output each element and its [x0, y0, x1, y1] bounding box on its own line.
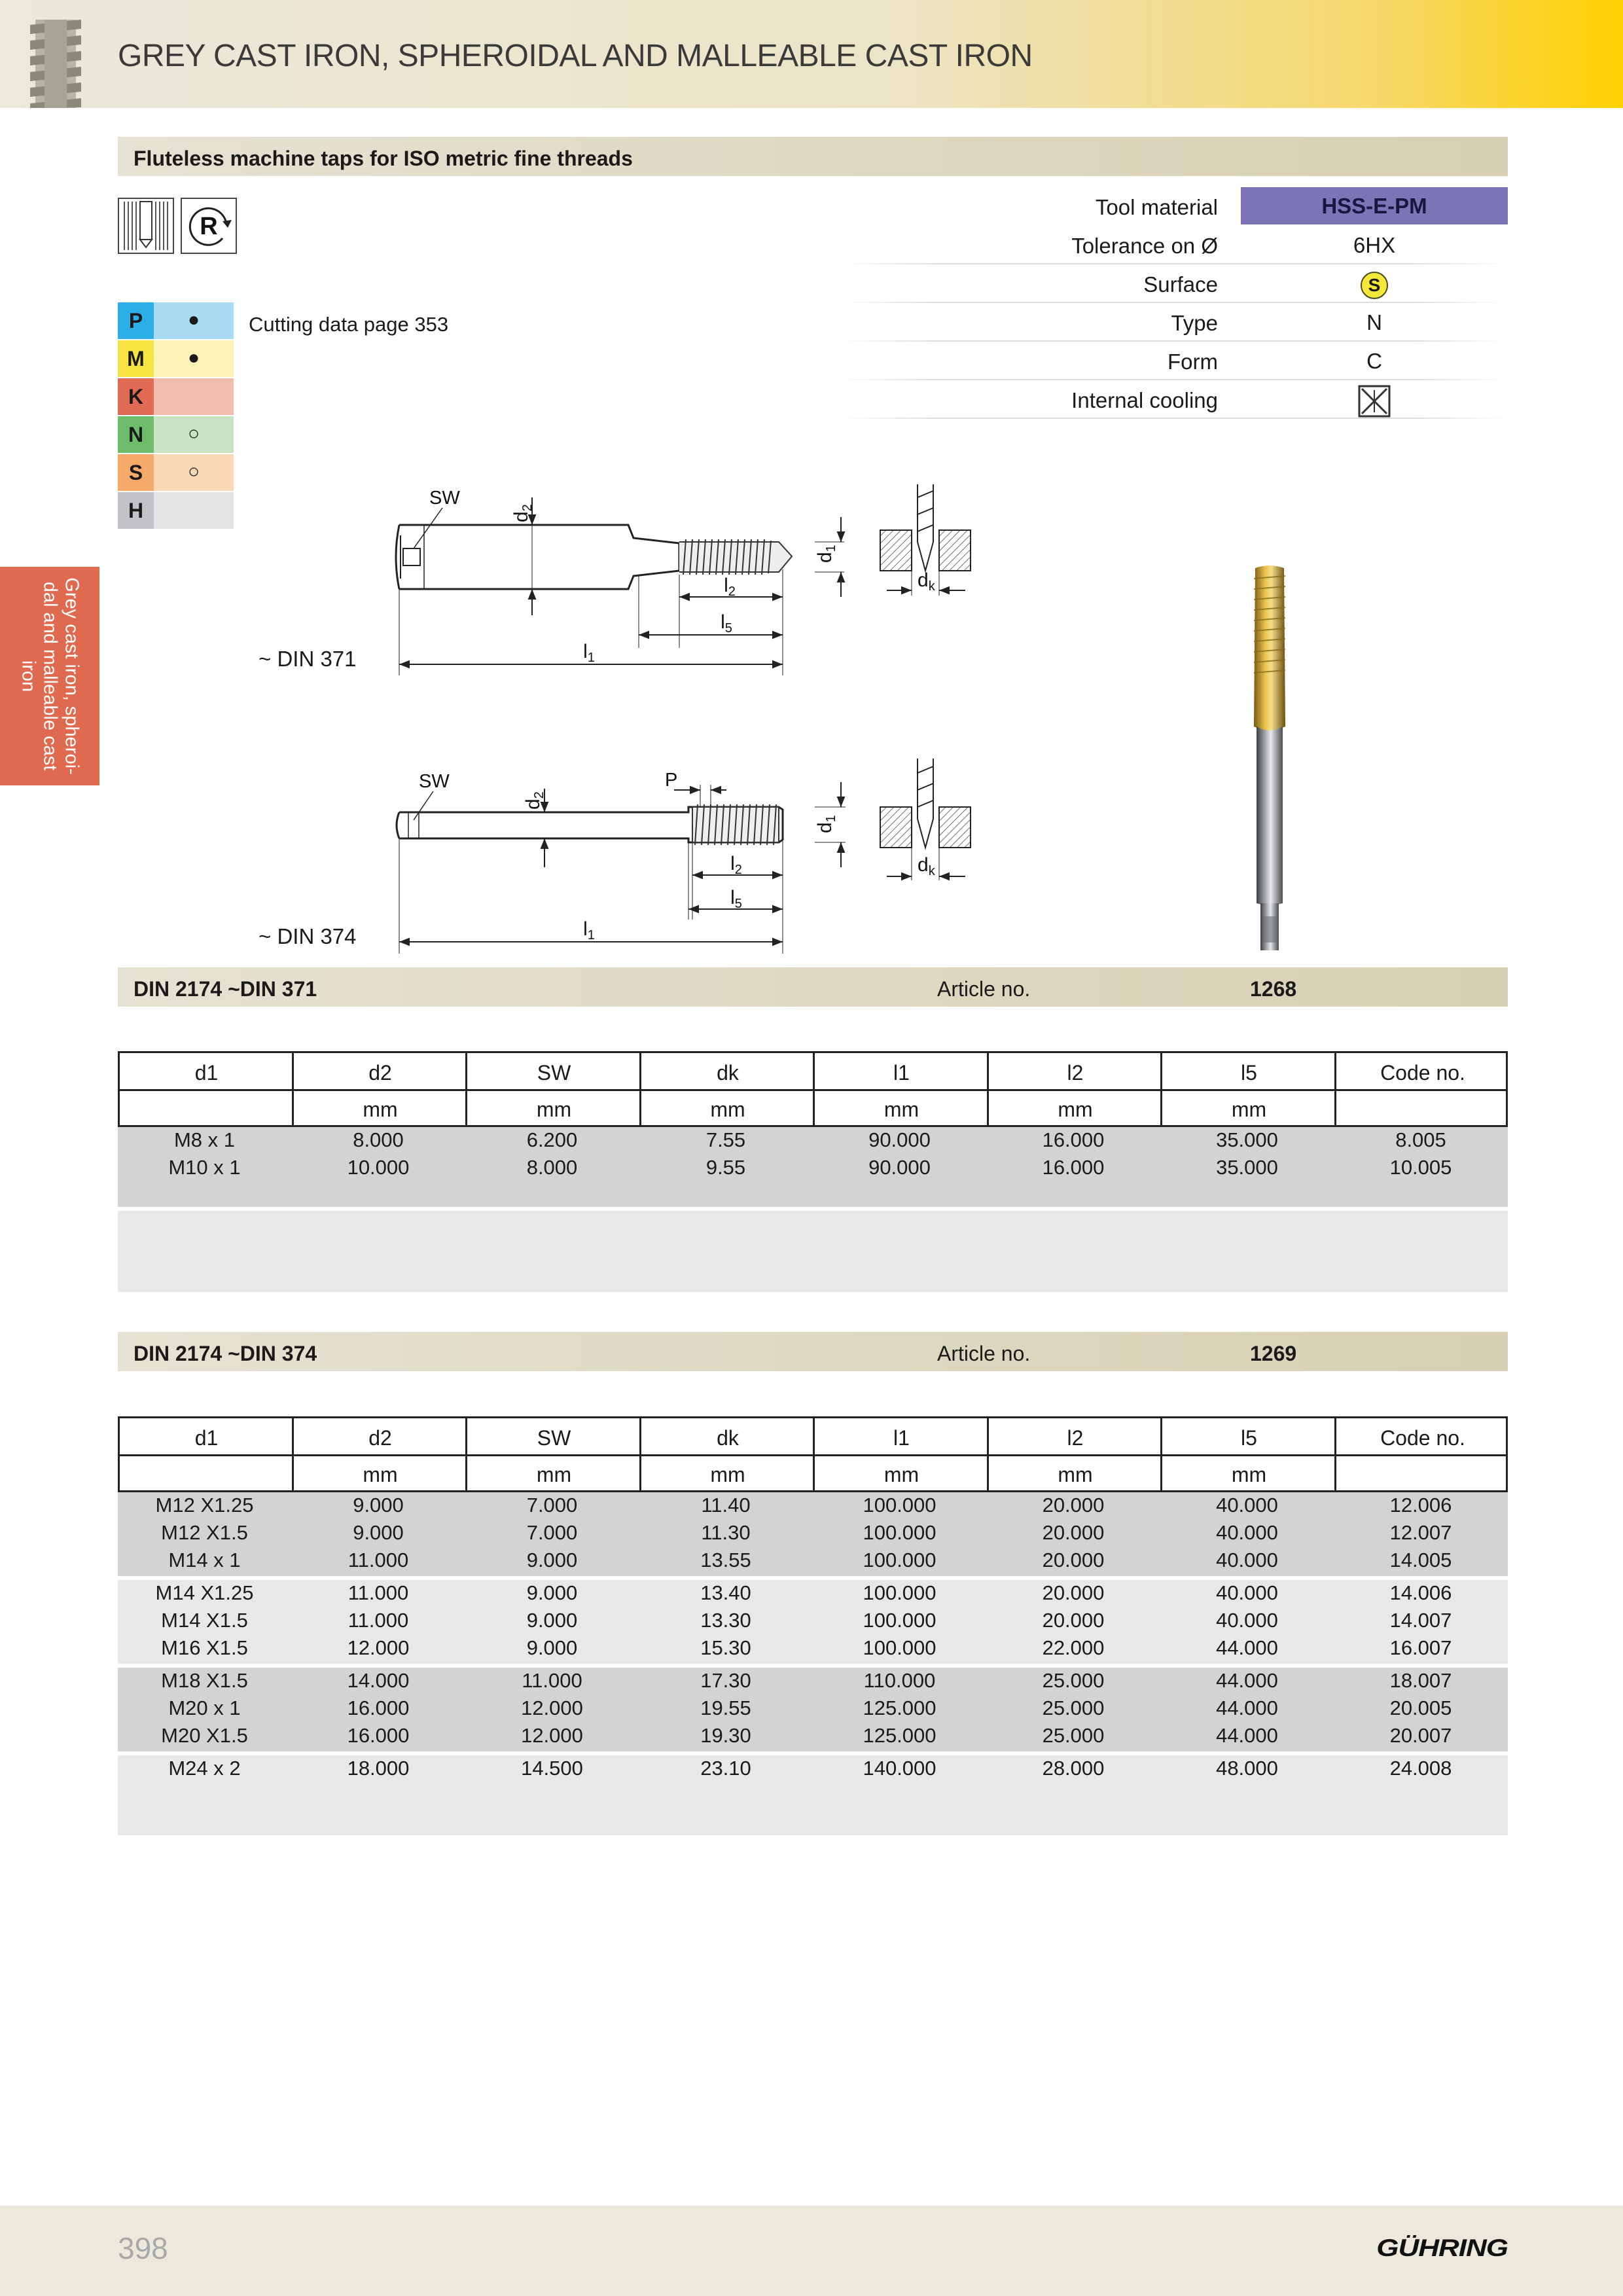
table-row [118, 1127, 1508, 1155]
svg-text:l5: $l_5$ [721, 611, 732, 636]
table-cell: 100.000 [863, 1609, 936, 1632]
table-cell: 16.000 [347, 1696, 410, 1719]
svg-text:dk: $d_k$ [918, 569, 935, 594]
table-cell: 40.000 [1216, 1609, 1278, 1632]
d2-dim-label: d [522, 798, 544, 810]
table-cell: 40.000 [1216, 1581, 1278, 1604]
forming-tap-product-image [1224, 563, 1315, 956]
table-cell: 16.007 [1389, 1636, 1452, 1659]
svg-text:d1: $d_1$ [814, 545, 838, 563]
row-group [118, 1755, 1508, 1835]
table-cell: 11.40 [701, 1494, 751, 1516]
property-row [841, 226, 1508, 264]
l1-dim-label: l [583, 641, 588, 662]
article-standard: DIN 2174 ~DIN 374 [134, 1342, 317, 1365]
material-group-letter: H [118, 492, 154, 529]
property-label: Tolerance on Ø [1071, 234, 1218, 258]
table-cell: 100.000 [863, 1494, 936, 1516]
column-header: l5 [1241, 1426, 1257, 1450]
table-header [118, 1051, 1508, 1127]
table-cell: M14 X1.25 [155, 1581, 254, 1604]
table-cell: 23.10 [700, 1757, 751, 1780]
property-value: N [1366, 310, 1382, 334]
column-header: Code no. [1380, 1426, 1465, 1450]
table-cell: 9.000 [526, 1549, 578, 1571]
row-group [118, 1668, 1508, 1751]
suitability-mark [154, 492, 234, 529]
column-header: d1 [194, 1426, 219, 1450]
material-group-letter: S [118, 454, 154, 491]
article-bar-1269 [118, 1332, 1508, 1371]
svg-text:R: R [200, 213, 218, 240]
table-row [118, 1723, 1508, 1750]
table-cell: 14.006 [1389, 1581, 1452, 1604]
svg-text:d2: $d_2$ [522, 791, 546, 810]
table-cell: 11.30 [701, 1521, 751, 1544]
table-cell: 8.005 [1395, 1128, 1446, 1151]
page-footer [0, 2206, 1623, 2296]
svg-text:l1: $l_1$ [583, 641, 595, 665]
property-value: 6HX [1353, 233, 1396, 257]
table-cell: 90.000 [868, 1128, 931, 1151]
table-row [118, 1580, 1508, 1607]
property-label: Type [1171, 311, 1218, 335]
no-internal-cooling-icon [1358, 385, 1391, 418]
material-row-n [118, 416, 234, 453]
svg-text:d2: $d_2$ [510, 504, 535, 522]
table-cell: 9.000 [526, 1609, 578, 1632]
table-cell: 15.30 [700, 1636, 751, 1659]
material-group-letter: K [118, 378, 154, 415]
table-cell: 9.55 [705, 1156, 746, 1179]
table-cell: 14.007 [1389, 1609, 1452, 1632]
table-row [118, 1492, 1508, 1520]
l2-dim-label: l [730, 853, 735, 874]
table-row [118, 1155, 1508, 1182]
table-cell: 35.000 [1216, 1156, 1278, 1179]
table-cell: M18 X1.5 [161, 1669, 248, 1692]
table-cell: 28.000 [1042, 1757, 1105, 1780]
column-header: l2 [1067, 1426, 1084, 1450]
column-header: d1 [194, 1061, 219, 1085]
p-dim-label: P [665, 770, 678, 791]
page-title: GREY CAST IRON, SPHEROIDAL AND MALLEABLE CAST IRON [118, 39, 1033, 73]
guehring-brand-logo: GÜHRING [1376, 2234, 1508, 2262]
surface-coating-badge-icon: S [1361, 272, 1388, 299]
property-row [841, 303, 1508, 342]
table-cell: 40.000 [1216, 1549, 1278, 1571]
table-cell: 9.000 [526, 1581, 578, 1604]
table-cell: M10 x 1 [168, 1156, 241, 1179]
column-unit: mm [883, 1098, 919, 1121]
row-group [118, 1580, 1508, 1664]
property-label: Internal cooling [1071, 388, 1218, 412]
table-cell: 10.005 [1389, 1156, 1452, 1179]
property-row [841, 187, 1508, 226]
table-cell: 11.000 [348, 1549, 409, 1571]
column-header: l5 [1241, 1061, 1257, 1085]
table-cell: 12.000 [347, 1636, 410, 1659]
table-cell: 110.000 [863, 1669, 936, 1692]
table-cell: 7.000 [526, 1521, 578, 1544]
property-row [841, 380, 1508, 419]
side-tab-label: Grey cast iron, spheroi- dal and malleable cast iron [18, 577, 82, 775]
column-unit: mm [1231, 1098, 1267, 1121]
property-row [841, 342, 1508, 380]
column-header: d2 [368, 1426, 392, 1450]
section-title: Fluteless machine taps for ISO metric fine threads [134, 147, 633, 170]
svg-text:dk: $d_k$ [918, 854, 935, 878]
table-cell: 20.000 [1042, 1609, 1105, 1632]
table-cell: 44.000 [1216, 1669, 1278, 1692]
table-row [118, 1635, 1508, 1662]
table-cell: 7.55 [705, 1128, 746, 1151]
right-hand-rotation-icon [181, 198, 237, 254]
column-header: dk [717, 1426, 739, 1450]
d1-dim-label: d [814, 552, 836, 563]
table-cell: 140.000 [863, 1757, 936, 1780]
material-row-m [118, 340, 234, 377]
table-cell: M16 X1.5 [161, 1636, 248, 1659]
chapter-side-tab [0, 567, 99, 785]
sw-dim-label: SW [429, 488, 460, 509]
table-cell: 100.000 [863, 1636, 936, 1659]
table-cell: 20.000 [1042, 1521, 1105, 1544]
table-cell: 11.000 [348, 1609, 409, 1632]
table-cell: 125.000 [863, 1724, 936, 1747]
svg-text:l2: $l_2$ [724, 575, 736, 599]
column-unit: mm [1231, 1463, 1267, 1486]
dk-dim-label: d [918, 854, 929, 876]
sw-dim-label: SW [419, 771, 450, 792]
l5-dim-label: l [721, 611, 725, 633]
table-cell: 35.000 [1216, 1128, 1278, 1151]
material-group-letter: M [118, 340, 154, 377]
table-cell: 10.000 [347, 1156, 410, 1179]
dk-dim-label: d [918, 569, 929, 591]
property-value [1241, 264, 1508, 303]
svg-text:l5: $l_5$ [730, 887, 742, 911]
l2-dim-label: l [724, 575, 728, 596]
table-cell: 12.000 [521, 1696, 583, 1719]
table-cell: 17.30 [700, 1669, 751, 1692]
row-group [118, 1211, 1508, 1292]
material-row-k [118, 378, 234, 415]
table-cell: 14.005 [1389, 1549, 1452, 1571]
column-header: SW [537, 1061, 571, 1085]
table-cell: 6.200 [526, 1128, 578, 1151]
din371-technical-drawing [249, 471, 995, 687]
table-cell: 8.000 [526, 1156, 578, 1179]
article-standard: DIN 2174 ~DIN 371 [134, 977, 317, 1001]
table-cell: 19.30 [700, 1724, 751, 1747]
cutting-data-reference: Cutting data page 353 [249, 313, 449, 336]
table-row [118, 1520, 1508, 1547]
table-cell: 9.000 [353, 1521, 404, 1544]
table-cell: 100.000 [863, 1581, 936, 1604]
table-cell: 22.000 [1042, 1636, 1105, 1659]
material-group-letter: N [118, 416, 154, 453]
table-cell: 13.40 [700, 1581, 751, 1604]
column-header: SW [537, 1426, 571, 1450]
table-cell: 44.000 [1216, 1724, 1278, 1747]
property-row [841, 264, 1508, 303]
column-unit: mm [710, 1098, 745, 1121]
column-unit: mm [1058, 1463, 1093, 1486]
article-label: Article no. [937, 977, 1031, 1001]
svg-text:l1: $l_1$ [583, 918, 595, 942]
material-group-letter: P [118, 302, 154, 339]
page-number: 398 [118, 2231, 168, 2265]
table-cell: 25.000 [1042, 1724, 1105, 1747]
table-cell: 13.30 [700, 1609, 751, 1632]
table-cell: M14 x 1 [168, 1549, 241, 1571]
row-divider [841, 418, 1508, 419]
table-cell: 11.000 [348, 1581, 409, 1604]
suitability-mark: ○ [154, 416, 234, 453]
table-cell: 20.005 [1389, 1696, 1452, 1719]
column-unit: mm [1058, 1098, 1093, 1121]
column-header: d2 [368, 1061, 392, 1085]
table-cell: 8.000 [353, 1128, 404, 1151]
svg-text:d1: $d_1$ [814, 815, 838, 833]
table-cell: 7.000 [526, 1494, 578, 1516]
column-header: l2 [1067, 1061, 1084, 1085]
column-unit: mm [536, 1098, 572, 1121]
table-cell: 16.000 [347, 1724, 410, 1747]
column-unit: mm [883, 1463, 919, 1486]
table-cell: 16.000 [1042, 1128, 1105, 1151]
table-row [118, 1547, 1508, 1575]
table-row [118, 1607, 1508, 1635]
table-cell: 12.000 [521, 1724, 583, 1747]
table-cell: 14.000 [347, 1669, 410, 1692]
table-cell: 25.000 [1042, 1669, 1105, 1692]
table-cell: 40.000 [1216, 1494, 1278, 1516]
table-cell: M12 X1.5 [161, 1521, 248, 1544]
column-unit: mm [710, 1463, 745, 1486]
table-cell: 20.000 [1042, 1581, 1105, 1604]
table-cell: 11.000 [522, 1669, 582, 1692]
table-cell: 19.55 [700, 1696, 751, 1719]
table-cell: M12 X1.25 [155, 1494, 254, 1516]
svg-text:l2: $l_2$ [730, 853, 742, 877]
table-cell: 125.000 [863, 1696, 936, 1719]
material-row-p [118, 302, 234, 339]
table-cell: 40.000 [1216, 1521, 1278, 1544]
d1-dim-label: d [814, 822, 836, 833]
material-row-h [118, 492, 234, 529]
table-cell: M20 X1.5 [161, 1724, 248, 1747]
table-cell: 48.000 [1216, 1757, 1278, 1780]
table-cell: M20 x 1 [168, 1696, 241, 1719]
article-number: 1269 [1250, 1342, 1297, 1365]
table-cell: 13.55 [700, 1549, 751, 1571]
table-cell: 16.000 [1042, 1156, 1105, 1179]
property-value: HSS-E-PM [1241, 187, 1508, 224]
l1-dim-label: l [583, 918, 588, 940]
table-cell: 44.000 [1216, 1636, 1278, 1659]
table-cell: 9.000 [353, 1494, 404, 1516]
table-cell: 20.007 [1389, 1724, 1452, 1747]
property-value [1241, 380, 1508, 419]
din371-label: ~ DIN 371 [259, 647, 357, 671]
table-cell: 24.008 [1389, 1757, 1452, 1780]
property-label: Tool material [1095, 195, 1218, 219]
table-cell: 9.000 [526, 1636, 578, 1659]
table-cell: 20.000 [1042, 1494, 1105, 1516]
column-header: l1 [893, 1061, 910, 1085]
suitability-mark: ● [154, 302, 234, 339]
table-cell: 90.000 [868, 1156, 931, 1179]
table-cell: 100.000 [863, 1521, 936, 1544]
table-row [118, 1695, 1508, 1723]
suitability-mark [154, 378, 234, 415]
property-value: C [1366, 349, 1382, 373]
table-row [118, 1755, 1508, 1783]
column-unit: mm [363, 1463, 398, 1486]
table-cell: 18.000 [347, 1757, 410, 1780]
section-title-bar [118, 137, 1508, 176]
column-header: dk [717, 1061, 739, 1085]
page-header [0, 0, 1623, 108]
column-unit: mm [363, 1098, 398, 1121]
table-cell: 25.000 [1042, 1696, 1105, 1719]
row-group [118, 1127, 1508, 1207]
table-cell: 20.000 [1042, 1549, 1105, 1571]
table-row [118, 1668, 1508, 1695]
article-label: Article no. [937, 1342, 1031, 1365]
article-number: 1268 [1250, 977, 1297, 1001]
table-cell: 12.006 [1389, 1494, 1452, 1516]
fluteless-tap-icon [118, 198, 174, 254]
suitability-mark: ○ [154, 454, 234, 491]
din374-label: ~ DIN 374 [259, 924, 357, 948]
table-cell: M8 x 1 [173, 1128, 236, 1151]
material-row-s [118, 454, 234, 491]
property-label: Form [1168, 350, 1218, 374]
suitability-mark: ● [154, 340, 234, 377]
table-cell: M24 x 2 [168, 1757, 241, 1780]
column-unit: mm [536, 1463, 572, 1486]
din374-technical-drawing [249, 756, 995, 972]
l5-dim-label: l [730, 887, 735, 908]
d2-dim-label: d [510, 511, 532, 522]
table-cell: 100.000 [863, 1549, 936, 1571]
column-header: Code no. [1380, 1061, 1465, 1085]
column-header: l1 [893, 1426, 910, 1450]
table-cell: 14.500 [521, 1757, 583, 1780]
row-group [118, 1492, 1508, 1576]
table-header [118, 1416, 1508, 1492]
table-cell: 18.007 [1389, 1669, 1452, 1692]
table-cell: M14 X1.5 [161, 1609, 248, 1632]
table-cell: 12.007 [1389, 1521, 1452, 1544]
thread-tap-logo-icon [18, 20, 94, 108]
article-bar-1268 [118, 967, 1508, 1007]
table-cell: 44.000 [1216, 1696, 1278, 1719]
property-label: Surface [1143, 272, 1218, 296]
